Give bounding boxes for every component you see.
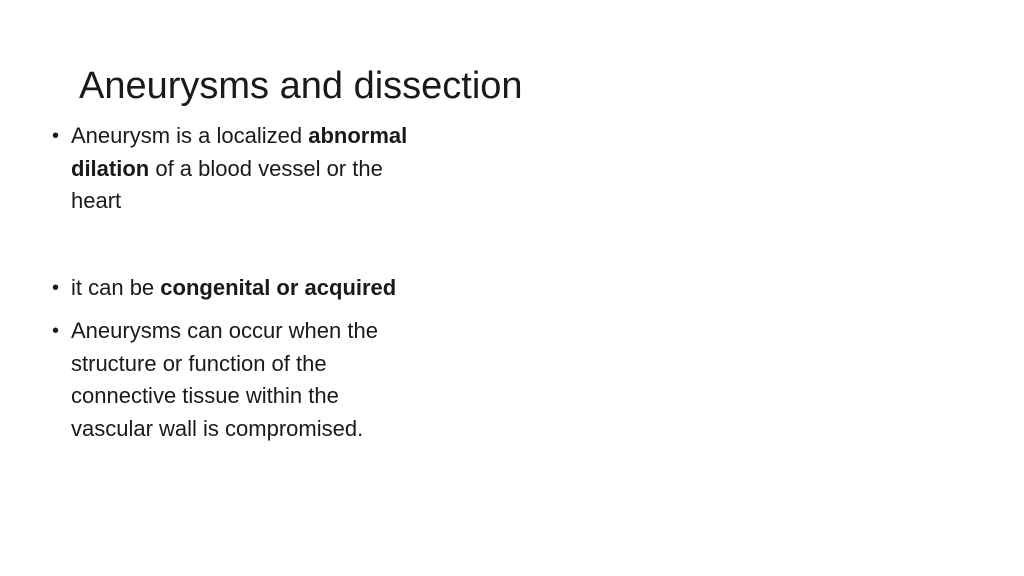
bullet-item-1 bbox=[50, 120, 420, 218]
bullet-3-text: Aneurysms can occur when the structure or function of the connective tissue within the vascular wall is compromised. bbox=[71, 318, 378, 441]
bullet-item-3 bbox=[50, 315, 420, 445]
bullet-1-text: Aneurysm is a localized bbox=[71, 123, 303, 148]
bullet-item-2 bbox=[50, 272, 420, 305]
bullet-icon: • bbox=[52, 320, 60, 342]
bullet-2-emphasis: congenital or acquired bbox=[160, 274, 397, 300]
bullet-icon: • bbox=[52, 276, 60, 299]
bullet-1-emphasis: abnormal dilation bbox=[71, 123, 408, 181]
bullet-2-text: it can be bbox=[71, 274, 155, 300]
bullet-list bbox=[50, 120, 420, 445]
bullet-icon: • bbox=[52, 125, 60, 147]
bullet-1-text-end: of a blood vessel or the heart bbox=[71, 155, 383, 213]
slide-title: Aneurysms and dissection bbox=[79, 65, 523, 107]
